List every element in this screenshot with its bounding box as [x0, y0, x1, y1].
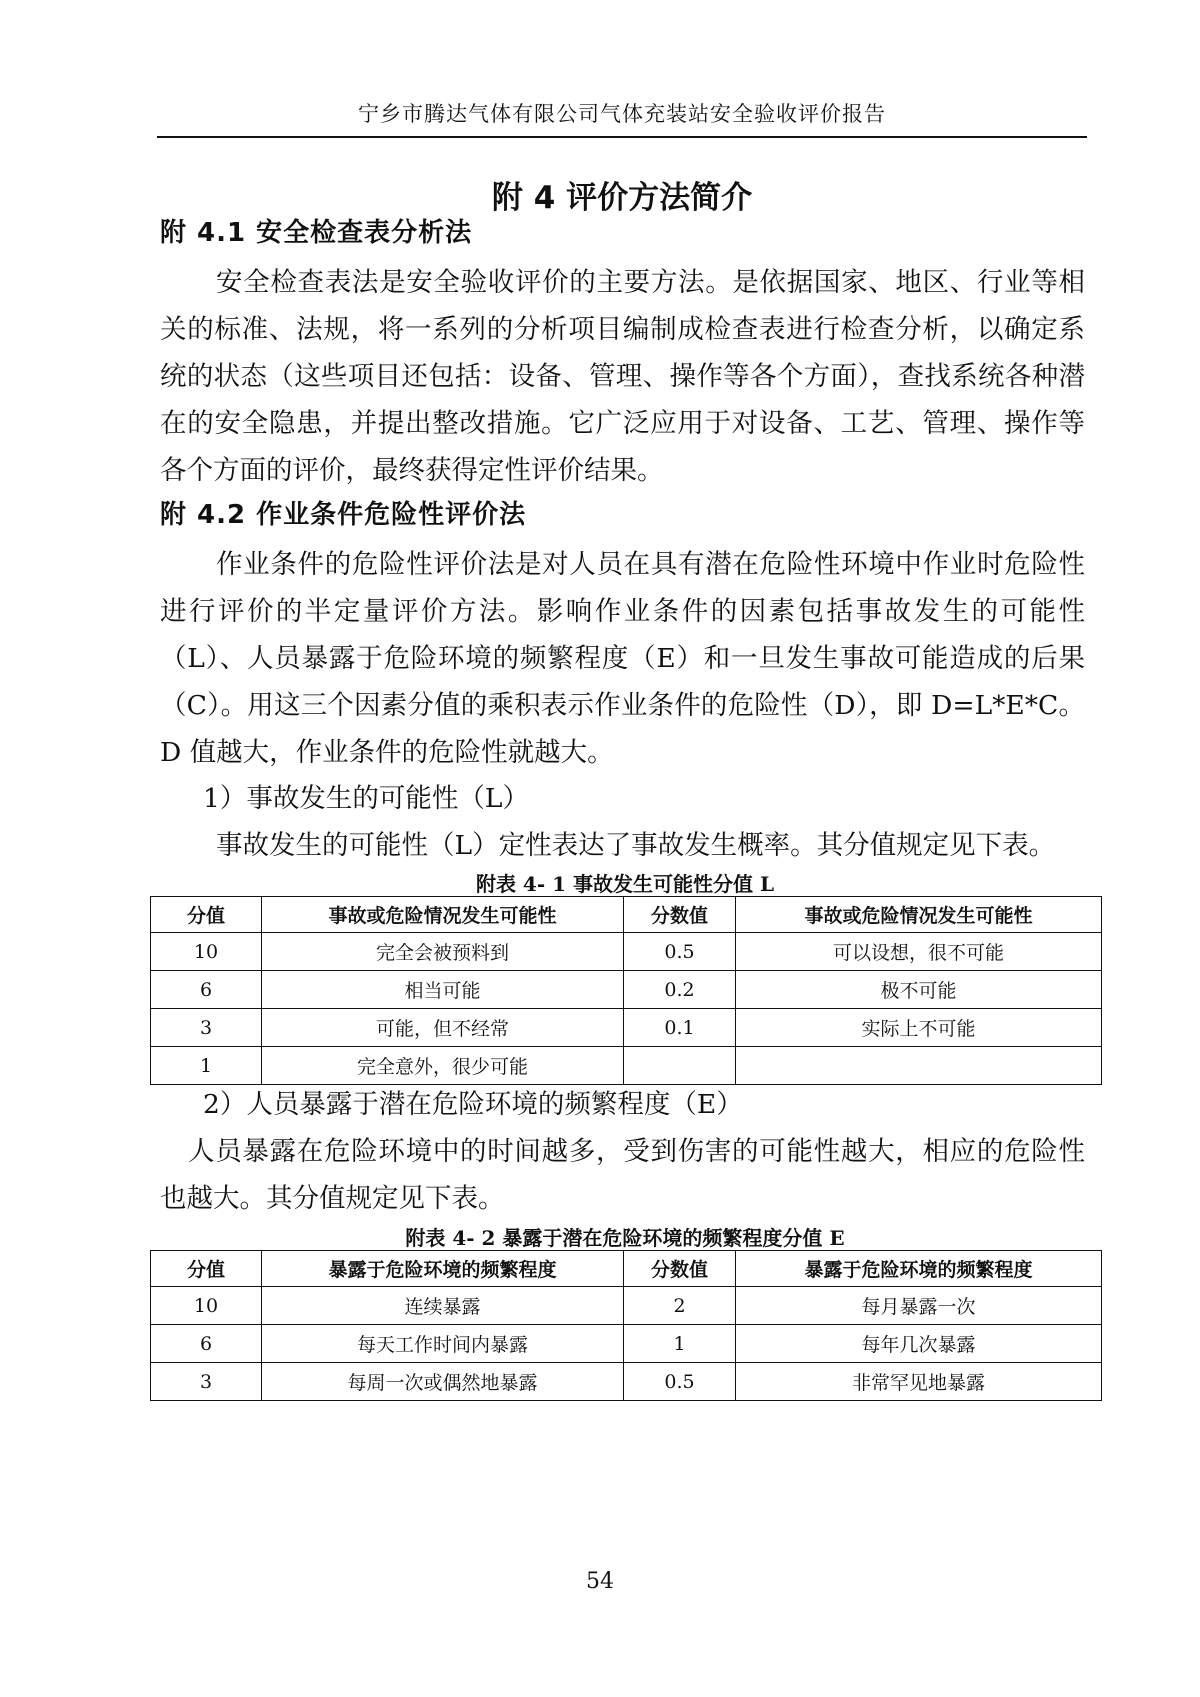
description-cell: 极不可能: [736, 971, 1102, 1009]
appendix-title: 附 4 评价方法简介: [491, 180, 753, 216]
page-number: 54: [586, 1569, 614, 1594]
table-row: [151, 1325, 1102, 1363]
description-cell: 实际上不可能: [736, 1009, 1102, 1047]
table-row: [151, 1287, 1102, 1325]
description-cell: 每月暴露一次: [736, 1287, 1102, 1325]
section-heading-4-2: 附 4.2 作业条件危险性评价法: [160, 500, 527, 530]
table-row: [151, 1363, 1102, 1401]
table-row: [151, 1009, 1102, 1047]
score-cell: 3: [151, 1009, 262, 1047]
score-cell: 2: [624, 1287, 736, 1325]
description-cell: 相当可能: [262, 971, 624, 1009]
table-4-2-caption: 附表 4- 2 暴露于潜在危险环境的频繁程度分值 E: [405, 1226, 845, 1250]
table-4-1: [150, 896, 1102, 1085]
description-cell: 可以设想，很不可能: [736, 933, 1102, 971]
factor-e-paragraph: 人员暴露在危险环境中的时间越多，受到伤害的可能性越大，相应的危险性也越大。其分值规定见下表。: [160, 1136, 1085, 1214]
score-cell: 3: [151, 1363, 262, 1401]
header-rule: [157, 136, 1087, 138]
header-cell: 事故或危险情况发生可能性: [262, 897, 624, 933]
score-cell: 0.5: [624, 1363, 736, 1401]
description-cell: 可能，但不经常: [262, 1009, 624, 1047]
description-cell: 连续暴露: [262, 1287, 624, 1325]
description-cell: 非常罕见地暴露: [736, 1363, 1102, 1401]
score-cell: 6: [151, 971, 262, 1009]
score-cell: 10: [151, 933, 262, 971]
factor-l-paragraph: 事故发生的可能性（L）定性表达了事故发生概率。其分值规定见下表。: [216, 830, 1056, 861]
section-heading-4-1: 附 4.1 安全检查表分析法: [160, 218, 473, 248]
header-cell: 分值: [151, 897, 262, 933]
running-header: 宁乡市腾达气体有限公司气体充装站安全验收评价报告: [358, 102, 886, 126]
table-4-2: [150, 1250, 1102, 1401]
description-cell: 每周一次或偶然地暴露: [262, 1363, 624, 1401]
score-cell: 10: [151, 1287, 262, 1325]
description-cell: 每年几次暴露: [736, 1325, 1102, 1363]
table-4-1-caption: 附表 4- 1 事故发生可能性分值 L: [475, 872, 775, 896]
table-row: [151, 971, 1102, 1009]
table-header-row: [151, 897, 1102, 933]
section-4-2-paragraph: 作业条件的危险性评价法是对人员在具有潜在危险性环境中作业时危险性进行评价的半定量评价方法。影响作业条件的因素包括事故发生的可能性（L）、人员暴露于危险环境的频繁程度（E）和一旦发生事故可能造成的后果（C）。用这三个因素分值的乘积表示作业条件的危险性（D），即 D=L*E*C。D 值越大，作业条件的危险性就越大。: [160, 549, 1085, 768]
description-cell: 完全意外，很少可能: [262, 1047, 624, 1085]
score-cell: 0.5: [624, 933, 736, 971]
factor-l-subheading: 1）事故发生的可能性（L）: [203, 783, 529, 814]
table-row: [151, 933, 1102, 971]
description-cell: [736, 1047, 1102, 1085]
header-cell: 分数值: [624, 1251, 736, 1287]
header-cell: 暴露于危险环境的频繁程度: [736, 1251, 1102, 1287]
header-cell: 暴露于危险环境的频繁程度: [262, 1251, 624, 1287]
factor-e-subheading: 2）人员暴露于潜在危险环境的频繁程度（E）: [203, 1089, 743, 1120]
header-cell: 事故或危险情况发生可能性: [736, 897, 1102, 933]
table-header-row: [151, 1251, 1102, 1287]
description-cell: 完全会被预料到: [262, 933, 624, 971]
description-cell: 每天工作时间内暴露: [262, 1325, 624, 1363]
score-cell: 1: [151, 1047, 262, 1085]
score-cell: 6: [151, 1325, 262, 1363]
score-cell: 1: [624, 1325, 736, 1363]
score-cell: 0.2: [624, 971, 736, 1009]
header-cell: 分数值: [624, 897, 736, 933]
table-row: [151, 1047, 1102, 1085]
score-cell: 0.1: [624, 1009, 736, 1047]
section-4-1-paragraph: 安全检查表法是安全验收评价的主要方法。是依据国家、地区、行业等相关的标准、法规，将一系列的分析项目编制成检查表进行检查分析，以确定系统的状态（这些项目还包括：设备、管理、操作等各个方面），查找系统各种潜在的安全隐患，并提出整改措施。它广泛应用于对设备、工艺、管理、操作等各个方面的评价，最终获得定性评价结果。: [160, 267, 1085, 486]
score-cell: [624, 1047, 736, 1085]
header-cell: 分值: [151, 1251, 262, 1287]
